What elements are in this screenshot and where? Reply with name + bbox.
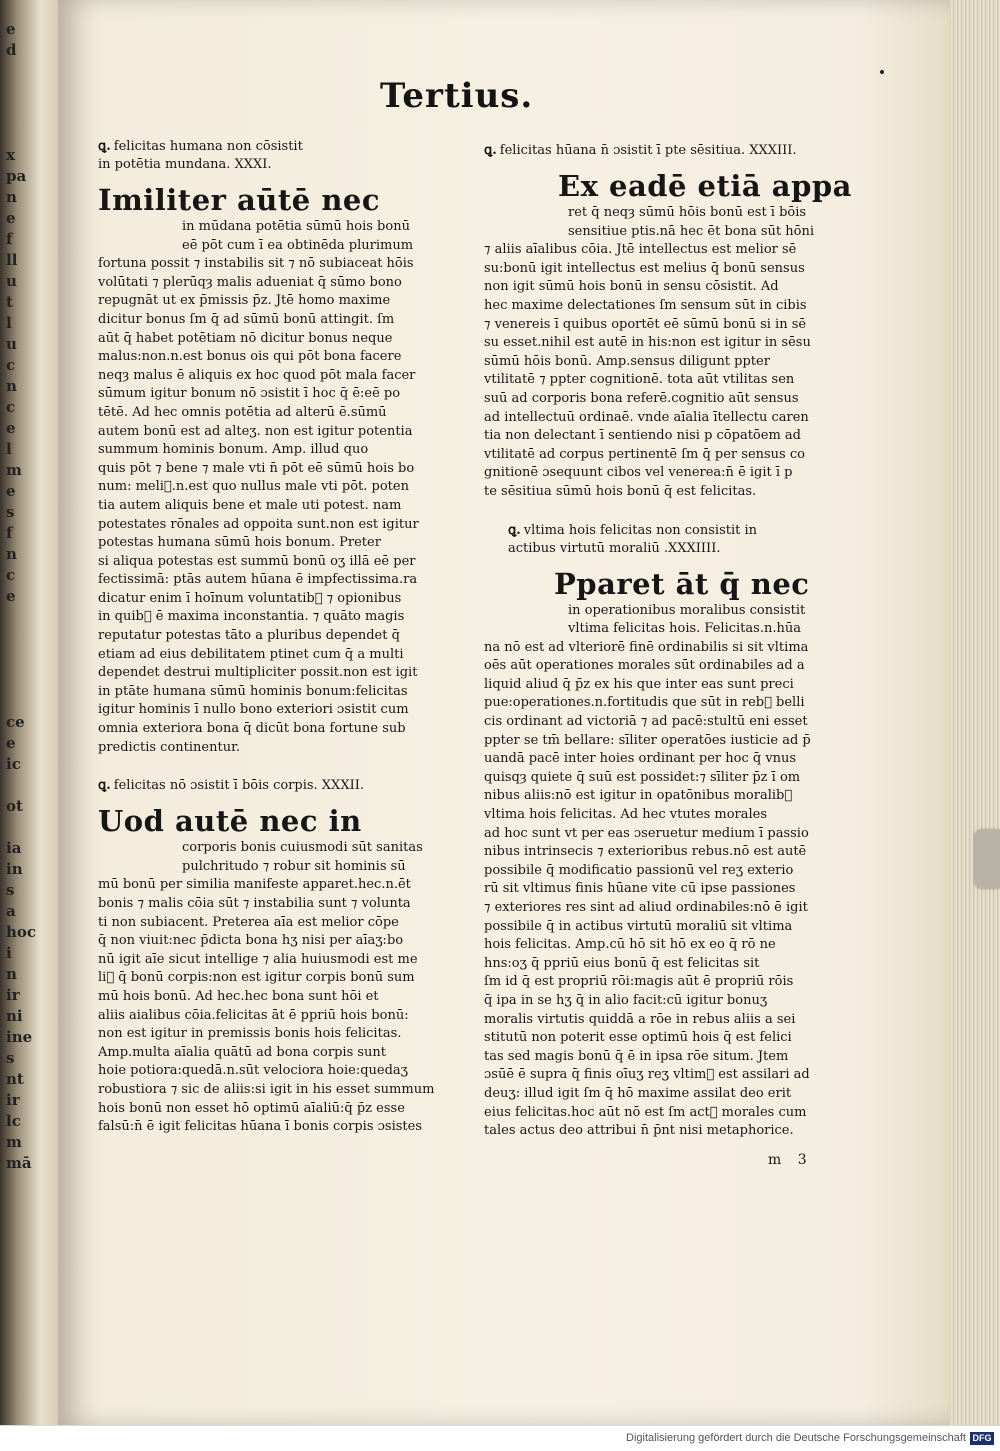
text-line: te sēsitiua sūmū hois bonū q̄ est felicitas. bbox=[484, 483, 757, 499]
left-page-fragment: hoc bbox=[6, 923, 37, 941]
text-line: ⁊ aliis aīalibus cōia. Jtē intellectus est melior sē bbox=[484, 242, 797, 258]
digitization-footer bbox=[0, 1425, 1000, 1451]
text-line: na nō est ad vlteriorē finē ordinabilis si sit vltima bbox=[484, 639, 809, 655]
left-page-fragment: e bbox=[6, 209, 16, 227]
text-lines bbox=[484, 602, 814, 1141]
left-page-fragment: c bbox=[6, 356, 16, 374]
dfg-logo-icon: DFG bbox=[970, 1432, 994, 1445]
text-line: vltima hois felicitas. Ad hec vtutes morales bbox=[484, 807, 768, 823]
text-line: etiam ad eius debilitatem ptinet cum q̄ a multi bbox=[98, 646, 404, 662]
text-line: dicatur enim ī hoīnum voluntatib᷑ ⁊ opionibus bbox=[98, 590, 402, 606]
text-line: potestates rōnales ad oppoita sunt.non est igitur bbox=[98, 516, 419, 532]
text-line: tētē. Ad hec omnis potētia ad alterū ē.sūmū bbox=[98, 404, 387, 420]
text-line: vtilitatē ad corpus pertinentē ſm q̄ per sensus co bbox=[484, 446, 805, 462]
text-line: robustiora ⁊ sic de aliis:si igit in his esset summum bbox=[98, 1081, 435, 1097]
text-line: predictis continentur. bbox=[98, 739, 240, 755]
left-page-fragment: l bbox=[6, 314, 12, 332]
text-line: pue:operationes.n.fortitudis que sūt in reb᷑ belli bbox=[484, 695, 805, 711]
left-page-fragment: u bbox=[6, 335, 17, 353]
left-page-fragment: e bbox=[6, 419, 16, 437]
text-line: possibile q̄ in actibus virtutū moraliū sit vltima bbox=[484, 918, 793, 934]
text-line: ⁊ venereis ī quibus oportēt eē sūmū bonū si in sē bbox=[484, 316, 807, 332]
text-line: tia non delectant ī sentiendo nisi p cōpatōem ad bbox=[484, 428, 801, 444]
text-line: falsū:n̄ ē igit felicitas hūana ī bonis corpis ɔsistes bbox=[98, 1119, 423, 1135]
text-line: ret q̄ neqȝ sūmū hōis bonū est ī bōis bbox=[568, 205, 807, 220]
text-line: potestas humana sūmū hois bonum. Preter bbox=[98, 535, 381, 551]
text-line: nibus intrinsecis ⁊ exterioribus rebus.nō est autē bbox=[484, 844, 807, 860]
scanner-clip bbox=[975, 830, 1000, 888]
text-line: quisqȝ quiete q̄ suū est possidet:⁊ sīliter p̄z ī om bbox=[484, 769, 801, 785]
text-line: in quib᷑ ē maxima inconstantia. ⁊ quāto magis bbox=[98, 609, 405, 625]
text-line: aliis aialibus cōia.felicitas āt ē ppriū hois bonū: bbox=[98, 1007, 409, 1023]
left-page-fragment: n bbox=[6, 188, 17, 206]
left-column bbox=[98, 138, 438, 1137]
text-line: ſm id q̄ est propriū rōi:magis aūt ē propriū rōis bbox=[484, 974, 794, 990]
left-page-fragment: ir bbox=[6, 986, 20, 1004]
left-page-fragment: ia bbox=[6, 839, 22, 857]
text-line: fectissimā: ptās autem hūana ē impfectissima.ra bbox=[98, 572, 418, 588]
chapter-body-31 bbox=[98, 182, 438, 757]
left-page-fragment: f bbox=[6, 230, 13, 248]
text-line: summum hominis bonum. Amp. illud quo bbox=[98, 442, 369, 458]
text-line: su esset.nihil est autē in his:non est igitur in sēsu bbox=[484, 335, 811, 351]
text-line: non est igitur in premissis bonis hois felicitas. bbox=[98, 1026, 402, 1042]
text-line: hois bonū non esset hō optimū aīaliū:q̄ p̄z esse bbox=[98, 1100, 405, 1116]
text-line: pulchritudo ⁊ robur sit hominis sū bbox=[182, 858, 406, 874]
left-page-fragment: d bbox=[6, 41, 17, 59]
text-line: mū hois bonū. Ad hec.hec bona sunt hōi et bbox=[98, 988, 379, 1004]
text-line: cis ordinant ad victoriā ⁊ ad pacē:stultū eni esset bbox=[484, 714, 808, 730]
text-line: igitur hominis ī nullo bono exteriori ɔsistit cum bbox=[98, 702, 409, 718]
text-lines bbox=[484, 204, 814, 502]
left-page-fragment: n bbox=[6, 545, 17, 563]
text-line: ɔsūē ē supra q̄ finis oīuʒ reʒ vltim᷑ est assilari ad bbox=[484, 1067, 810, 1083]
decorated-initial-lead: Imiliter aūtē nec bbox=[98, 183, 381, 217]
text-line: in operationibus moralibus consistit bbox=[568, 602, 806, 618]
paragraph-mark-icon: ꝗ. bbox=[484, 143, 497, 158]
left-page-fragment: ine bbox=[6, 1028, 33, 1046]
text-line: uandā pacē inter hoies ordinant per hoc q̄ vnus bbox=[484, 751, 797, 767]
text-line: in ptāte humana sūmū hominis bonum:felicitas bbox=[98, 683, 408, 699]
text-line: vltima felicitas hois. Felicitas.n.hūa bbox=[568, 621, 801, 637]
text-line: malus:non.n.est bonus ois qui pōt bona facere bbox=[98, 349, 402, 365]
left-page-fragment: e bbox=[6, 20, 16, 38]
text-line: repugnāt ut ex p̄missis p̄z. Jtē homo maxime bbox=[98, 293, 391, 309]
text-lines bbox=[98, 839, 438, 1137]
decorated-initial-lead: Ex eadē etiā appa bbox=[558, 169, 852, 203]
left-page-fragment: mā bbox=[6, 1154, 32, 1172]
text-line: tas sed magis bonū q̄ ē in ipsa rōe situm. Jtem bbox=[484, 1048, 789, 1064]
left-page-fragment: ic bbox=[6, 755, 21, 773]
left-page-fragment: c bbox=[6, 398, 16, 416]
left-page-fragment: c bbox=[6, 566, 16, 584]
text-line: volūtati ⁊ plerūqȝ malis adueniat q̄ sūmo bono bbox=[98, 274, 402, 290]
left-page-fragment: n bbox=[6, 965, 17, 983]
text-line: sūmū hōis bonū. Amp.sensus diligunt ppter bbox=[484, 353, 770, 369]
text-line: gnitionē ɔsequunt cibos vel venerea:n̄ ē igit ī p bbox=[484, 465, 793, 481]
text-line: mū bonū per similia manifeste apparet.hec.n.ēt bbox=[98, 877, 411, 893]
paragraph-mark-icon: ꝗ. bbox=[98, 778, 111, 794]
text-line: non igit sūmū hois bonū in sensu cōsistit. Ad bbox=[484, 279, 779, 295]
left-page-fragment: m bbox=[6, 1133, 22, 1151]
text-line: sūmum igitur bonum nō ɔsistit ī hoc q̄ ē:eē po bbox=[98, 386, 401, 402]
chapter-heading-31: ꝗ. felicitas humana non cōsistit in potētia mundana. XXXI. bbox=[98, 139, 303, 172]
text-line: ppter se tm̄ bellare: sīliter operatōes iusticie ad p̄ bbox=[484, 732, 811, 748]
left-page-fragment: x bbox=[6, 146, 15, 164]
text-line: corporis bonis cuiusmodi sūt sanitas bbox=[182, 840, 423, 856]
text-line: hois felicitas. Amp.cū hō sit hō ex eo q̄ rō ne bbox=[484, 937, 776, 953]
left-page-fragment: f bbox=[6, 524, 13, 542]
left-page-fragment: ir bbox=[6, 1091, 20, 1109]
text-line: hoie potiora:quedā.n.sūt velociora hoie:quedaʒ bbox=[98, 1063, 408, 1079]
text-line: sensitiue ptis.nā hec ēt bona sūt hōni bbox=[568, 223, 814, 239]
left-page-fragment: pa bbox=[6, 167, 27, 185]
text-line: tia autem aliquis bene et male uti potest. nam bbox=[98, 497, 402, 513]
left-page-fragment: ll bbox=[6, 251, 18, 269]
text-line: tales actus deo attribui n̄ p̄nt nisi metaphorice. bbox=[484, 1123, 794, 1139]
text-line: reputatur potestas tāto a pluribus dependet q̄ bbox=[98, 628, 400, 644]
text-line: ad hoc sunt vt per eas ɔseruetur medium ī passio bbox=[484, 825, 809, 841]
chapter-heading-34: ꝗ. vltima hois felicitas non consistit in actibus virtutū moraliū .XXXIIII. bbox=[508, 522, 758, 556]
text-line: q̄ non viuit:nec p̄dicta bona h̄ʒ nisi per aīaʒ:bo bbox=[98, 933, 404, 949]
text-line: bonis ⁊ malis cōia sūt ⁊ instabilia sunt ⁊ volunta bbox=[98, 896, 411, 911]
text-line: ti non subiacent. Preterea aīa est melior cōpe bbox=[98, 914, 399, 930]
decorated-initial-lead: Pparet āt q̄ nec bbox=[554, 566, 810, 601]
text-line: stitutū non poterit esse optimū hois q̄ est felici bbox=[484, 1030, 792, 1046]
left-page-fragment: ot bbox=[6, 797, 23, 815]
text-line: ⁊ exteriores res sint ad aliud ordinabiles:nō ē igit bbox=[484, 900, 808, 915]
text-line: autem bonū est ad alteʒ. non est igitur potentia bbox=[98, 423, 413, 439]
left-page-fragment: nt bbox=[6, 1070, 24, 1088]
left-page-fragment: in bbox=[6, 860, 23, 878]
left-page-edge bbox=[0, 0, 58, 1425]
text-line: dependet destrui multipliciter possit.non est igit bbox=[98, 665, 418, 681]
text-line: si aliqua potestas est summū bonū oʒ illā eē per bbox=[98, 553, 416, 569]
chapter-body-34 bbox=[484, 566, 814, 1141]
text-line: rū sit vltimus finis hūane vite cū ipse passiones bbox=[484, 881, 796, 897]
text-line: deuʒ: illud igit ſm q̄ hō maxime assilat deo erit bbox=[484, 1085, 792, 1101]
ink-dot bbox=[880, 70, 884, 74]
left-page-fragment: s bbox=[6, 1049, 15, 1067]
left-page-fragment: l bbox=[6, 440, 12, 458]
footer-credit: Digitalisierung gefördert durch die Deutsche Forschungsgemeinschaft bbox=[626, 1432, 966, 1444]
text-line: ad intellectuū ordinaē. vnde aīalia ītellectu caren bbox=[484, 409, 809, 425]
text-line: omnia exteriora bona q̄ dicūt bona fortune sub bbox=[98, 721, 406, 737]
left-page-fragment: lc bbox=[6, 1112, 21, 1130]
left-page-fragment: m bbox=[6, 461, 22, 479]
text-line: possibile q̄ modificatio passionū vel reʒ exterio bbox=[484, 862, 794, 878]
left-page-fragment: ce bbox=[6, 713, 25, 731]
chapter-heading-33: ꝗ. felicitas hūana n̄ ɔsistit ī pte sēsitiua. XXXIII. bbox=[484, 143, 797, 158]
text-line: hec maxime delectationes ſm sensum sūt in cibis bbox=[484, 297, 807, 313]
text-line: neqȝ malus ē aliquis ex hoc quod pōt mala facer bbox=[98, 367, 416, 383]
chapter-body-32 bbox=[98, 803, 438, 1137]
left-page-fragment: s bbox=[6, 881, 15, 899]
chapter-body-33 bbox=[484, 168, 852, 502]
chapter-heading-32: ꝗ. felicitas nō ɔsistit ī bōis corpis. XXXII. bbox=[98, 778, 364, 794]
left-page-fragment: i bbox=[6, 944, 12, 962]
text-line: dicitur bonus ſm q̄ ad sūmū bonū attingit. ſm bbox=[98, 311, 395, 327]
running-head: Tertius. bbox=[380, 76, 534, 116]
text-line: moralis virtutis quiddā a rōe in rebus aliis a sei bbox=[484, 1011, 796, 1027]
text-line: fortuna possit ⁊ instabilis sit ⁊ nō subiaceat hōis bbox=[98, 256, 414, 272]
text-line: nibus aliis:nō est igitur in opatōnibus moralib᷑ bbox=[484, 788, 793, 804]
text-line: oēs aūt operationes morales sūt ordinabiles ad a bbox=[484, 658, 805, 674]
text-lines bbox=[98, 218, 438, 757]
text-line: liquid aliud q̄ p̄z ex his que inter eas sunt preci bbox=[484, 676, 794, 692]
text-line: h̄ns:oʒ q̄ ppriū eius bonū q̄ est felicitas sit bbox=[484, 955, 760, 971]
text-line: q̄ ipa in se h̄ʒ q̄ in alio facit:cū igitur bonuʒ bbox=[484, 992, 768, 1008]
left-page-fragment: n bbox=[6, 377, 17, 395]
paragraph-mark-icon: ꝗ. bbox=[508, 522, 521, 538]
decorated-initial-lead: Uod autē nec in bbox=[98, 804, 362, 839]
text-line: su:bonū igit intellectus est melius q̄ bonū sensus bbox=[484, 260, 805, 276]
text-line: in mūdana potētia sūmū hois bonū bbox=[182, 219, 410, 234]
text-line: li᷑ q̄ bonū corpis:non est igitur corpis bonū sum bbox=[98, 970, 415, 986]
text-line: nū igit aīe sicut intellige ⁊ alia huiusmodi est me bbox=[98, 951, 418, 967]
left-page-fragment: a bbox=[6, 902, 16, 920]
text-line: quis pōt ⁊ bene ⁊ male vti n̄ pōt eē sūmū hois bo bbox=[98, 460, 415, 476]
left-page-fragment: e bbox=[6, 587, 16, 605]
right-column bbox=[484, 142, 852, 1141]
left-page-fragment: s bbox=[6, 503, 15, 521]
left-page-fragment: u bbox=[6, 272, 17, 290]
left-page-fragment: e bbox=[6, 482, 16, 500]
left-page-fragment: ni bbox=[6, 1007, 23, 1025]
text-line: suū ad corporis bona referē.cognitio aūt sensus bbox=[484, 390, 799, 406]
paragraph-mark-icon: ꝗ. bbox=[98, 139, 111, 154]
left-page-fragment: e bbox=[6, 734, 16, 752]
text-line: eē pōt cum ī ea obtinēda plurimum bbox=[182, 237, 414, 253]
left-page-fragment: t bbox=[6, 293, 13, 311]
text-line: eius felicitas.hoc aūt nō est ſm act᷑ morales cum bbox=[484, 1104, 807, 1120]
text-line: Amp.multa aīalia quātū ad bona corpis sunt bbox=[98, 1044, 387, 1060]
page-stack-edge bbox=[950, 0, 1000, 1425]
text-line: vtilitatē ⁊ ppter cognitionē. tota aūt vtilitas sen bbox=[484, 372, 795, 388]
folio-signature: m 3 bbox=[768, 1152, 813, 1168]
text-line: aūt q̄ habet potētiam nō dicitur bonus neque bbox=[98, 330, 393, 346]
text-line: num: meli᷑.n.est quo nullus male vti pōt. poten bbox=[98, 479, 409, 495]
